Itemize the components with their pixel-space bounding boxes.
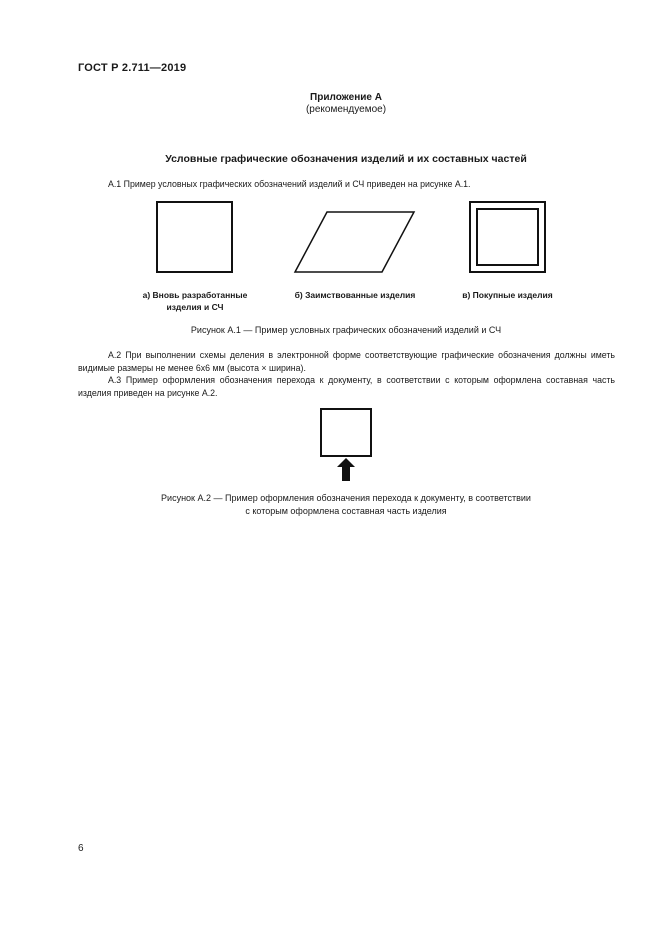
paragraph-a2-text: А.2 При выполнении схемы деления в электронной форме соответствующие графические обозначения должны иметь видимые размеры не менее 6х6 мм (высота × ширина). — [78, 350, 615, 373]
appendix-title: Приложение А — [310, 92, 382, 103]
caption-a-line2: изделия и СЧ — [166, 302, 224, 312]
appendix-subtitle: (рекомендуемое) — [305, 104, 387, 115]
figure-a1-caption-b: б) Заимствованные изделия — [294, 290, 416, 300]
document-transition-arrow — [337, 458, 355, 481]
paragraph-a3-text: А.3 Пример оформления обозначения перехода к документу, в соответствии с которым оформлена составная часть изделия приведен на рисунке А.2. — [78, 375, 615, 398]
section-title: Условные графические обозначения изделий и их составных частей — [165, 153, 527, 165]
figure-a2-title-line2: с которым оформлена составная часть изделия — [245, 506, 447, 516]
caption-a-line1: а) Вновь разработанные — [142, 290, 248, 300]
page-number: 6 — [78, 843, 84, 854]
paragraph-a1-text: А.1 Пример условных графических обозначений изделий и СЧ приведен на рисунке А.1. — [108, 179, 471, 189]
component-symbol — [321, 409, 371, 456]
standard-designation: ГОСТ Р 2.711—2019 — [78, 62, 187, 74]
figure-a1-caption-c: в) Покупные изделия — [462, 290, 553, 300]
figure-a1-title: Рисунок А.1 — Пример условных графических обозначений изделий и СЧ — [190, 325, 502, 335]
figure-a2-title-line1: Рисунок А.2 — Пример оформления обозначения перехода к документу, в соответствии — [161, 493, 531, 503]
